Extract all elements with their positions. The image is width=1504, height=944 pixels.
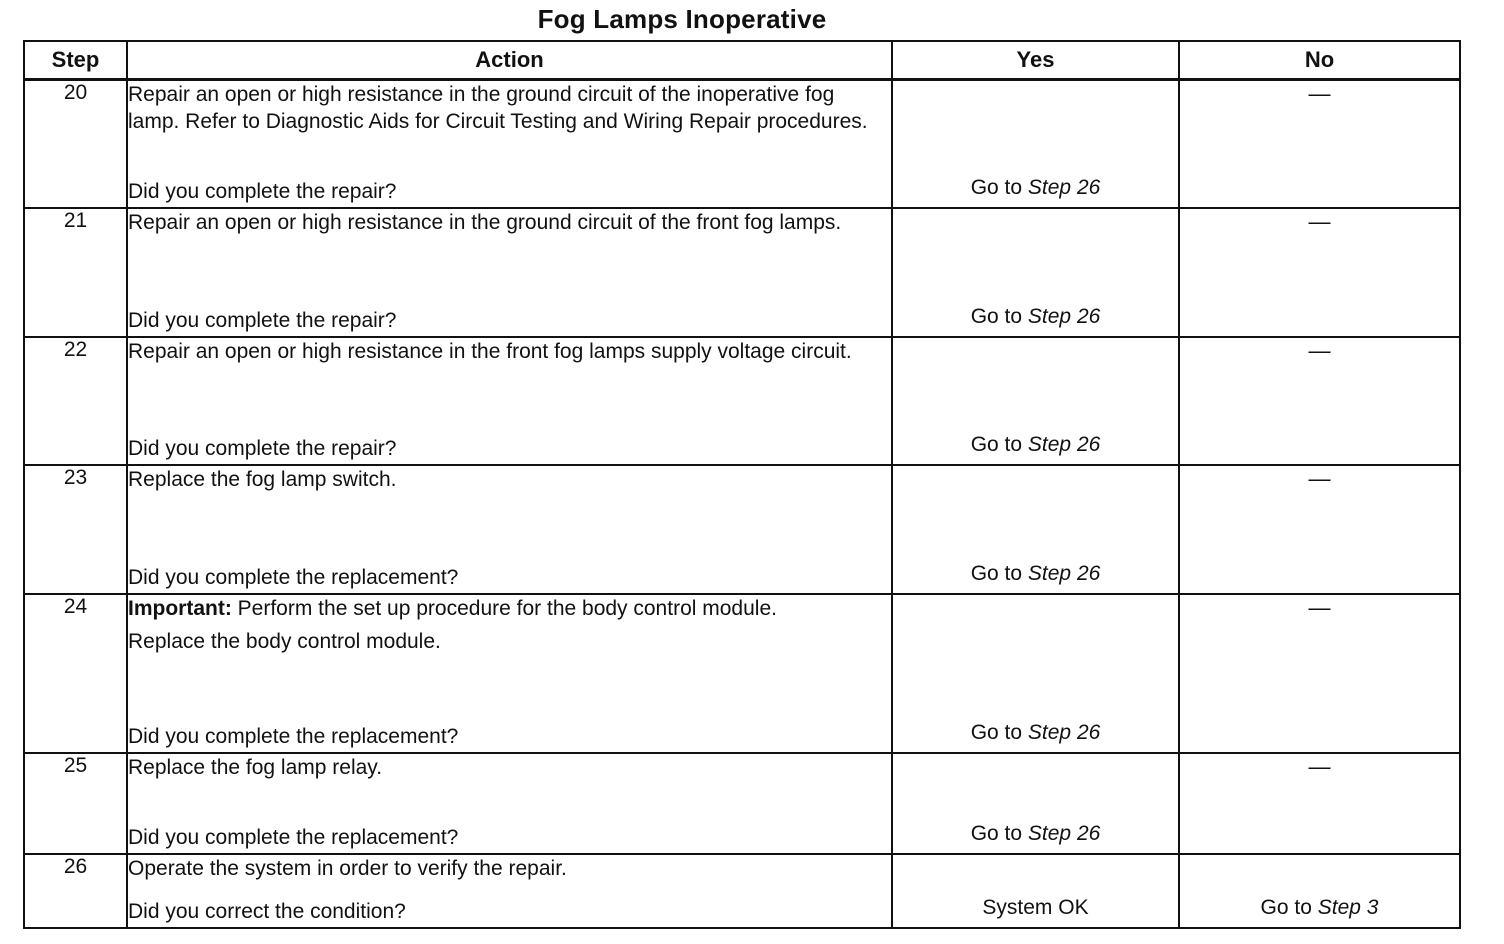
- yes-cell: [892, 465, 1179, 594]
- step-number: 24: [24, 594, 127, 752]
- yes-prefix: Go to: [970, 821, 1023, 845]
- no-dash: —: [1308, 337, 1331, 363]
- yes-cell: [892, 337, 1179, 465]
- action-question: Did you correct the condition?: [128, 900, 406, 923]
- action-question: Did you complete the repair?: [128, 308, 397, 332]
- table-row: [24, 594, 1460, 752]
- yes-cell: [892, 753, 1179, 854]
- table-row: [24, 80, 1460, 208]
- no-cell: [1179, 465, 1460, 594]
- action-question: Did you complete the replacement?: [128, 724, 459, 748]
- action-cell: [127, 594, 892, 752]
- table-row: [24, 208, 1460, 337]
- action-question: Did you complete the repair?: [128, 437, 397, 461]
- yes-text: System OK: [982, 896, 1089, 919]
- yes-prefix: Go to: [970, 562, 1023, 586]
- yes-cell: [892, 594, 1179, 752]
- header-action: Action: [127, 41, 892, 80]
- no-cell: [1179, 753, 1460, 854]
- important-label: Important:: [128, 597, 232, 621]
- action-text: Repair an open or high resistance in the ground circuit of the front fog lamps.: [128, 210, 842, 234]
- no-cell: [1179, 337, 1460, 465]
- action-cell: [127, 80, 892, 208]
- no-step-ref: Step 3: [1317, 896, 1379, 919]
- action-text: Replace the fog lamp switch.: [128, 468, 397, 492]
- table-header-row: [24, 41, 1460, 80]
- table-row: [24, 854, 1460, 928]
- no-dash: —: [1308, 466, 1331, 492]
- step-number: 21: [24, 208, 127, 337]
- action-text: Operate the system in order to verify the repair.: [128, 856, 567, 880]
- yes-prefix: Go to: [970, 720, 1023, 744]
- action-question: Did you complete the replacement?: [128, 566, 459, 590]
- important-text: Perform the set up procedure for the body control module.: [231, 597, 777, 621]
- table-row: [24, 753, 1460, 854]
- step-number: 22: [24, 337, 127, 465]
- no-prefix: Go to: [1260, 896, 1312, 919]
- action-text: Replace the body control module.: [128, 630, 441, 654]
- header-step: Step: [24, 41, 127, 80]
- action-question: Did you complete the repair?: [128, 179, 397, 203]
- yes-prefix: Go to: [970, 304, 1023, 328]
- step-number: 25: [24, 753, 127, 854]
- step-number: 23: [24, 465, 127, 594]
- no-dash: —: [1308, 208, 1331, 234]
- yes-step-ref: Step 26: [1027, 821, 1101, 845]
- yes-step-ref: Step 26: [1027, 562, 1101, 586]
- action-text: Replace the fog lamp relay.: [128, 755, 383, 779]
- no-dash: —: [1308, 753, 1331, 779]
- no-cell: [1179, 594, 1460, 752]
- header-yes: Yes: [892, 41, 1179, 80]
- action-text: Repair an open or high resistance in the front fog lamps supply voltage circuit.: [128, 339, 852, 363]
- action-question: Did you complete the replacement?: [128, 825, 459, 849]
- action-cell: [127, 337, 892, 465]
- yes-step-ref: Step 26: [1027, 175, 1101, 199]
- table-row: [24, 337, 1460, 465]
- yes-step-ref: Step 26: [1027, 304, 1101, 328]
- header-no: No: [1179, 41, 1460, 80]
- no-cell: [1179, 80, 1460, 208]
- no-cell: [1179, 854, 1460, 928]
- yes-cell: [892, 208, 1179, 337]
- diagnostic-table: [23, 40, 1461, 929]
- no-dash: —: [1308, 81, 1331, 106]
- action-cell: [127, 208, 892, 337]
- no-cell: [1179, 208, 1460, 337]
- action-cell: [127, 465, 892, 594]
- table-row: [24, 465, 1460, 594]
- yes-prefix: Go to: [970, 433, 1023, 457]
- action-text: Repair an open or high resistance in the ground circuit of the inoperative fog lamp. Refer to Diagnostic Aids for Circuit Testing and Wiring Repair procedures.: [128, 83, 868, 133]
- yes-cell: [892, 854, 1179, 928]
- yes-prefix: Go to: [970, 175, 1023, 199]
- yes-cell: [892, 80, 1179, 208]
- important-note: [128, 595, 891, 622]
- yes-step-ref: Step 26: [1027, 720, 1101, 744]
- step-number: 20: [24, 80, 127, 208]
- step-number: 26: [24, 854, 127, 928]
- yes-step-ref: Step 26: [1027, 433, 1101, 457]
- action-cell: [127, 854, 892, 928]
- action-cell: [127, 753, 892, 854]
- page-title: Fog Lamps Inoperative: [537, 4, 827, 34]
- no-dash: —: [1308, 595, 1331, 621]
